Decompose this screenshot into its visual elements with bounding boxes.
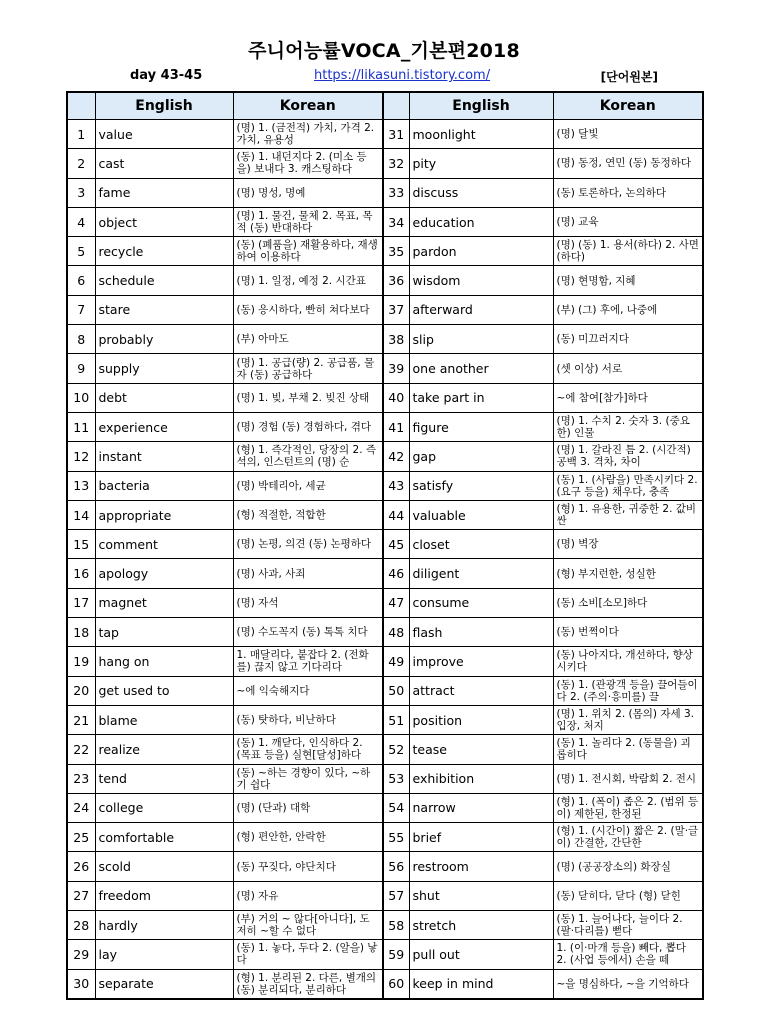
korean-meaning xyxy=(553,325,703,354)
korean-meaning-text: ~에 익숙해지다 xyxy=(236,684,310,697)
header-korean-left: Korean xyxy=(233,92,383,120)
korean-meaning xyxy=(553,530,703,559)
korean-meaning xyxy=(233,178,383,207)
english-word: tap xyxy=(95,618,233,647)
korean-meaning xyxy=(233,705,383,734)
english-word: appropriate xyxy=(95,500,233,529)
korean-meaning-text: (형) 편안한, 안락한 xyxy=(236,831,326,844)
korean-meaning xyxy=(553,120,703,149)
korean-meaning xyxy=(553,149,703,178)
table-row xyxy=(67,354,703,383)
korean-meaning xyxy=(553,764,703,793)
source-label: [단어원본] xyxy=(600,70,658,84)
korean-meaning-text: (동) 응시하다, 빤히 쳐다보다 xyxy=(236,303,370,316)
english-word: keep in mind xyxy=(409,969,553,999)
korean-meaning-text: (명) 박테리아, 세균 xyxy=(236,479,326,492)
korean-meaning-text: (형) 1. 유용한, 귀중한 2. 값비싼 xyxy=(556,503,697,527)
english-word: closet xyxy=(409,530,553,559)
korean-meaning xyxy=(553,383,703,412)
korean-meaning xyxy=(233,618,383,647)
word-number: 31 xyxy=(383,120,409,149)
korean-meaning-text: (동) 나아지다, 개선하다, 향상시키다 xyxy=(556,649,693,674)
english-word: restroom xyxy=(409,852,553,881)
english-word: separate xyxy=(95,969,233,999)
english-word: apology xyxy=(95,559,233,588)
word-number: 30 xyxy=(67,969,95,999)
korean-meaning xyxy=(553,412,703,441)
korean-meaning-text: (명) 1. 수치 2. 숫자 3. (중요한) 인물 xyxy=(556,415,690,440)
table-row xyxy=(67,911,703,940)
word-number: 36 xyxy=(383,266,409,295)
english-word: wisdom xyxy=(409,266,553,295)
korean-meaning-text: (셋 이상) 서로 xyxy=(556,362,623,375)
korean-meaning xyxy=(553,295,703,324)
word-number: 38 xyxy=(383,325,409,354)
word-number: 27 xyxy=(67,881,95,910)
word-number: 42 xyxy=(383,442,409,471)
word-number: 52 xyxy=(383,735,409,764)
korean-meaning xyxy=(233,764,383,793)
korean-meaning-text: (형) 적절한, 적합한 xyxy=(236,509,326,521)
table-row xyxy=(67,383,703,412)
english-word: consume xyxy=(409,588,553,617)
korean-meaning-text: (명) 논평, 의견 (동) 논평하다 xyxy=(236,538,372,551)
table-row xyxy=(67,969,703,999)
korean-meaning-text: 1. 매달리다, 붙잡다 2. (전화를) 끊지 않고 기다리다 xyxy=(236,649,369,674)
english-word: discuss xyxy=(409,178,553,207)
korean-meaning-text: (형) 부지런한, 성실한 xyxy=(556,567,656,580)
word-number: 45 xyxy=(383,530,409,559)
korean-meaning-text: (부) (그) 후에, 나중에 xyxy=(556,303,658,316)
english-word: fame xyxy=(95,178,233,207)
header-number-right xyxy=(383,92,409,120)
word-number: 19 xyxy=(67,647,95,676)
english-word: probably xyxy=(95,325,233,354)
table-row xyxy=(67,325,703,354)
word-number: 21 xyxy=(67,705,95,734)
korean-meaning xyxy=(553,676,703,705)
english-word: instant xyxy=(95,442,233,471)
korean-meaning xyxy=(233,852,383,881)
korean-meaning xyxy=(233,383,383,412)
table-row xyxy=(67,852,703,881)
korean-meaning xyxy=(233,237,383,266)
word-number: 16 xyxy=(67,559,95,588)
korean-meaning-text: (동) 1. 깨닫다, 인식하다 2. (목표 등을) 실현[달성]하다 xyxy=(236,737,363,762)
korean-meaning-text: (동) 소비[소모]하다 xyxy=(556,596,648,609)
korean-meaning-text: (동) 1. 놓다, 두다 2. (알을) 낳다 xyxy=(236,942,378,967)
english-word: debt xyxy=(95,383,233,412)
english-word: one another xyxy=(409,354,553,383)
table-row xyxy=(67,178,703,207)
word-number: 35 xyxy=(383,237,409,266)
korean-meaning-text: (동) ~하는 경향이 있다, ~하기 쉽다 xyxy=(236,766,371,791)
english-word: hang on xyxy=(95,647,233,676)
korean-meaning-text: (명) 1. 공급(량) 2. 공급품, 물자 (동) 공급하다 xyxy=(236,356,375,381)
english-word: comment xyxy=(95,530,233,559)
word-number: 8 xyxy=(67,325,95,354)
english-word: afterward xyxy=(409,295,553,324)
word-number: 53 xyxy=(383,764,409,793)
korean-meaning xyxy=(553,969,703,999)
english-word: hardly xyxy=(95,911,233,940)
korean-meaning xyxy=(553,852,703,881)
english-word: gap xyxy=(409,442,553,471)
korean-meaning-text: ~을 명심하다, ~을 기억하다 xyxy=(556,977,689,990)
korean-meaning-text: (동) (폐품을) 재활용하다, 재생하여 이용하다 xyxy=(236,239,378,264)
word-number: 39 xyxy=(383,354,409,383)
korean-meaning xyxy=(233,735,383,764)
english-word: magnet xyxy=(95,588,233,617)
english-word: comfortable xyxy=(95,823,233,852)
word-number: 29 xyxy=(67,940,95,969)
word-number: 34 xyxy=(383,207,409,236)
word-number: 28 xyxy=(67,911,95,940)
document-title: 주니어능률VOCA_기본편2018 xyxy=(248,40,520,62)
korean-meaning-text: (명) (단과) 대학 xyxy=(236,801,311,814)
table-row xyxy=(67,559,703,588)
korean-meaning xyxy=(233,823,383,852)
word-number: 12 xyxy=(67,442,95,471)
english-word: scold xyxy=(95,852,233,881)
korean-meaning xyxy=(553,207,703,236)
english-word: satisfy xyxy=(409,471,553,500)
table-header-row xyxy=(67,92,703,120)
english-word: education xyxy=(409,207,553,236)
english-word: stare xyxy=(95,295,233,324)
english-word: object xyxy=(95,207,233,236)
korean-meaning-text: (형) 1. 즉각적인, 당장의 2. 즉석의, 인스턴트의 (명) 순 xyxy=(236,444,377,469)
korean-meaning xyxy=(233,969,383,999)
korean-meaning xyxy=(233,940,383,969)
korean-meaning xyxy=(553,705,703,734)
table-row xyxy=(67,588,703,617)
table-row xyxy=(67,295,703,324)
word-number: 48 xyxy=(383,618,409,647)
table-row xyxy=(67,764,703,793)
english-word: pull out xyxy=(409,940,553,969)
korean-meaning-text: (동) 미끄러지다 xyxy=(556,333,629,346)
word-number: 18 xyxy=(67,618,95,647)
english-word: tease xyxy=(409,735,553,764)
korean-meaning xyxy=(233,793,383,822)
table-row xyxy=(67,735,703,764)
word-number: 24 xyxy=(67,793,95,822)
korean-meaning-text: (명) 1. 위치 2. (몸의) 자세 3. 입장, 처지 xyxy=(556,708,694,733)
english-word: schedule xyxy=(95,266,233,295)
table-row xyxy=(67,500,703,529)
english-word: experience xyxy=(95,412,233,441)
word-number: 47 xyxy=(383,588,409,617)
word-number: 25 xyxy=(67,823,95,852)
word-number: 7 xyxy=(67,295,95,324)
english-word: flash xyxy=(409,618,553,647)
korean-meaning xyxy=(553,793,703,822)
korean-meaning xyxy=(233,881,383,910)
korean-meaning xyxy=(233,412,383,441)
word-number: 9 xyxy=(67,354,95,383)
english-word: pity xyxy=(409,149,553,178)
english-word: get used to xyxy=(95,676,233,705)
table-row xyxy=(67,823,703,852)
korean-meaning xyxy=(553,618,703,647)
korean-meaning xyxy=(553,442,703,471)
word-number: 58 xyxy=(383,911,409,940)
table-row xyxy=(67,647,703,676)
table-row xyxy=(67,120,703,149)
word-number: 5 xyxy=(67,237,95,266)
english-word: college xyxy=(95,793,233,822)
word-number: 51 xyxy=(383,705,409,734)
english-word: attract xyxy=(409,676,553,705)
korean-meaning-text: (명) 벽장 xyxy=(556,538,599,551)
word-number: 55 xyxy=(383,823,409,852)
day-range: day 43-45 xyxy=(130,68,203,83)
korean-meaning xyxy=(553,735,703,764)
table-row xyxy=(67,705,703,734)
korean-meaning xyxy=(233,207,383,236)
word-number: 14 xyxy=(67,500,95,529)
korean-meaning-text: (동) 번쩍이다 xyxy=(556,626,619,639)
word-number: 1 xyxy=(67,120,95,149)
table-row xyxy=(67,149,703,178)
korean-meaning xyxy=(233,325,383,354)
english-word: figure xyxy=(409,412,553,441)
korean-meaning-text: 1. (이·마개 등을) 빼다, 뽑다 2. (사업 등에서) 손을 떼 xyxy=(556,942,687,967)
english-word: recycle xyxy=(95,237,233,266)
english-word: diligent xyxy=(409,559,553,588)
korean-meaning-text: (동) 1. (사람을) 만족시키다 2. (요구 등을) 채우다, 충족 xyxy=(556,473,698,498)
table-row xyxy=(67,530,703,559)
english-word: narrow xyxy=(409,793,553,822)
table-row xyxy=(67,471,703,500)
word-number: 54 xyxy=(383,793,409,822)
english-word: position xyxy=(409,705,553,734)
korean-meaning-text: (명) 동정, 연민 (동) 동정하다 xyxy=(556,157,692,170)
korean-meaning xyxy=(553,500,703,529)
korean-meaning-text: (동) 1. (관광객 등을) 끌어들이다 2. (주의·흥미를) 끌 xyxy=(556,678,698,703)
english-word: tend xyxy=(95,764,233,793)
korean-meaning xyxy=(233,442,383,471)
table-row xyxy=(67,793,703,822)
table-row xyxy=(67,618,703,647)
word-number: 13 xyxy=(67,471,95,500)
korean-meaning xyxy=(553,588,703,617)
word-number: 32 xyxy=(383,149,409,178)
korean-meaning xyxy=(553,559,703,588)
source-link[interactable]: https://likasuni.tistory.com/ xyxy=(314,68,491,83)
header-korean-right: Korean xyxy=(553,92,703,120)
korean-meaning xyxy=(233,588,383,617)
table-row xyxy=(67,442,703,471)
korean-meaning xyxy=(233,295,383,324)
korean-meaning xyxy=(233,266,383,295)
korean-meaning xyxy=(233,911,383,940)
korean-meaning xyxy=(553,178,703,207)
word-number: 49 xyxy=(383,647,409,676)
table-row xyxy=(67,940,703,969)
word-number: 56 xyxy=(383,852,409,881)
korean-meaning-text: (형) 1. (폭이) 좁은 2. (범위 등이) 제한된, 한정된 xyxy=(556,795,699,820)
korean-meaning-text: (명) 현명함, 지혜 xyxy=(556,274,636,287)
table-row xyxy=(67,207,703,236)
korean-meaning-text: (동) 닫히다, 닫다 (형) 닫힌 xyxy=(556,889,681,902)
word-number: 20 xyxy=(67,676,95,705)
korean-meaning-text: (동) 탓하다, 비난하다 xyxy=(236,714,336,727)
korean-meaning xyxy=(553,823,703,852)
korean-meaning xyxy=(233,676,383,705)
word-number: 50 xyxy=(383,676,409,705)
header-english-right: English xyxy=(409,92,553,120)
korean-meaning xyxy=(233,530,383,559)
korean-meaning xyxy=(233,354,383,383)
korean-meaning xyxy=(553,266,703,295)
korean-meaning xyxy=(553,471,703,500)
word-number: 57 xyxy=(383,881,409,910)
english-word: supply xyxy=(95,354,233,383)
korean-meaning-text: (동) 꾸짖다, 야단치다 xyxy=(236,860,336,873)
word-number: 43 xyxy=(383,471,409,500)
word-number: 4 xyxy=(67,207,95,236)
english-word: take part in xyxy=(409,383,553,412)
subheader xyxy=(0,68,768,86)
word-number: 46 xyxy=(383,559,409,588)
english-word: brief xyxy=(409,823,553,852)
korean-meaning-text: (동) 1. 내던지다 2. (미소 등을) 보내다 3. 캐스팅하다 xyxy=(236,151,367,176)
korean-meaning xyxy=(553,911,703,940)
korean-meaning xyxy=(233,500,383,529)
korean-meaning-text: (명) 1. 갈라진 틈 2. (시간적) 공백 3. 격차, 차이 xyxy=(556,444,691,469)
english-word: freedom xyxy=(95,881,233,910)
english-word: valuable xyxy=(409,500,553,529)
word-number: 44 xyxy=(383,500,409,529)
word-number: 26 xyxy=(67,852,95,881)
korean-meaning-text: (명) 달빛 xyxy=(556,128,599,141)
english-word: shut xyxy=(409,881,553,910)
english-word: blame xyxy=(95,705,233,734)
korean-meaning-text: (형) 1. (시간이) 짧은 2. (말·글이) 간결한, 간단한 xyxy=(556,825,699,850)
header-english-left: English xyxy=(95,92,233,120)
korean-meaning-text: (형) 1. 분리된 2. 다른, 별개의 (동) 분리되다, 분리하다 xyxy=(236,971,377,996)
korean-meaning-text: (동) 1. 늘어나다, 늘이다 2. (팔·다리를) 뻗다 xyxy=(556,913,683,938)
english-word: value xyxy=(95,120,233,149)
korean-meaning xyxy=(553,881,703,910)
korean-meaning xyxy=(553,354,703,383)
word-number: 3 xyxy=(67,178,95,207)
korean-meaning xyxy=(553,237,703,266)
vocabulary-table xyxy=(66,91,704,1000)
korean-meaning-text: (명) 1. 빚, 부채 2. 빚진 상태 xyxy=(236,391,370,404)
word-number: 23 xyxy=(67,764,95,793)
word-number: 2 xyxy=(67,149,95,178)
header-number-left xyxy=(67,92,95,120)
korean-meaning-text: (명) 1. 일정, 예정 2. 시간표 xyxy=(236,274,366,287)
korean-meaning-text: (동) 토론하다, 논의하다 xyxy=(556,186,666,199)
word-number: 15 xyxy=(67,530,95,559)
table-row xyxy=(67,266,703,295)
korean-meaning-text: (명) 1. (금전적) 가치, 가격 2. 가치, 유용성 xyxy=(236,122,375,147)
korean-meaning-text: (명) 자유 xyxy=(236,889,279,902)
korean-meaning xyxy=(233,471,383,500)
word-number: 10 xyxy=(67,383,95,412)
word-number: 33 xyxy=(383,178,409,207)
table-row xyxy=(67,881,703,910)
korean-meaning-text: (명) 자석 xyxy=(236,596,279,609)
english-word: cast xyxy=(95,149,233,178)
english-word: exhibition xyxy=(409,764,553,793)
table-row xyxy=(67,237,703,266)
word-number: 59 xyxy=(383,940,409,969)
english-word: moonlight xyxy=(409,120,553,149)
english-word: lay xyxy=(95,940,233,969)
korean-meaning xyxy=(233,559,383,588)
korean-meaning xyxy=(553,647,703,676)
korean-meaning xyxy=(233,120,383,149)
english-word: slip xyxy=(409,325,553,354)
word-number: 22 xyxy=(67,735,95,764)
korean-meaning-text: (명) 명성, 명예 xyxy=(236,186,306,199)
word-number: 41 xyxy=(383,412,409,441)
word-number: 11 xyxy=(67,412,95,441)
english-word: improve xyxy=(409,647,553,676)
word-number: 6 xyxy=(67,266,95,295)
korean-meaning xyxy=(233,149,383,178)
korean-meaning-text: (명) (공공장소의) 화장실 xyxy=(556,860,671,873)
korean-meaning-text: (명) (동) 1. 용서(하다) 2. 사면(하다) xyxy=(556,239,699,264)
word-number: 60 xyxy=(383,969,409,999)
english-word: stretch xyxy=(409,911,553,940)
korean-meaning-text: (부) 아마도 xyxy=(236,333,289,346)
korean-meaning-text: ~에 참여[참가]하다 xyxy=(556,391,648,404)
english-word: realize xyxy=(95,735,233,764)
word-number: 40 xyxy=(383,383,409,412)
korean-meaning xyxy=(233,647,383,676)
korean-meaning-text: (명) 경험 (동) 경험하다, 겪다 xyxy=(236,421,372,434)
korean-meaning-text: (명) 수도꼭지 (동) 톡톡 치다 xyxy=(236,626,368,639)
korean-meaning-text: (명) 사과, 사죄 xyxy=(236,567,306,580)
table-row xyxy=(67,412,703,441)
korean-meaning-text: (명) 1. 전시회, 박람회 2. 전시 xyxy=(556,772,697,785)
korean-meaning-text: (동) 1. 놀리다 2. (동물을) 괴롭히다 xyxy=(556,737,691,762)
word-number: 37 xyxy=(383,295,409,324)
word-number: 17 xyxy=(67,588,95,617)
table-row xyxy=(67,676,703,705)
korean-meaning-text: (부) 거의 ~ 않다[아니다], 도저히 ~할 수 없다 xyxy=(236,913,370,938)
english-word: bacteria xyxy=(95,471,233,500)
korean-meaning-text: (명) 1. 물건, 물체 2. 목표, 목적 (동) 반대하다 xyxy=(236,210,373,235)
korean-meaning xyxy=(553,940,703,969)
english-word: pardon xyxy=(409,237,553,266)
korean-meaning-text: (명) 교육 xyxy=(556,216,599,229)
